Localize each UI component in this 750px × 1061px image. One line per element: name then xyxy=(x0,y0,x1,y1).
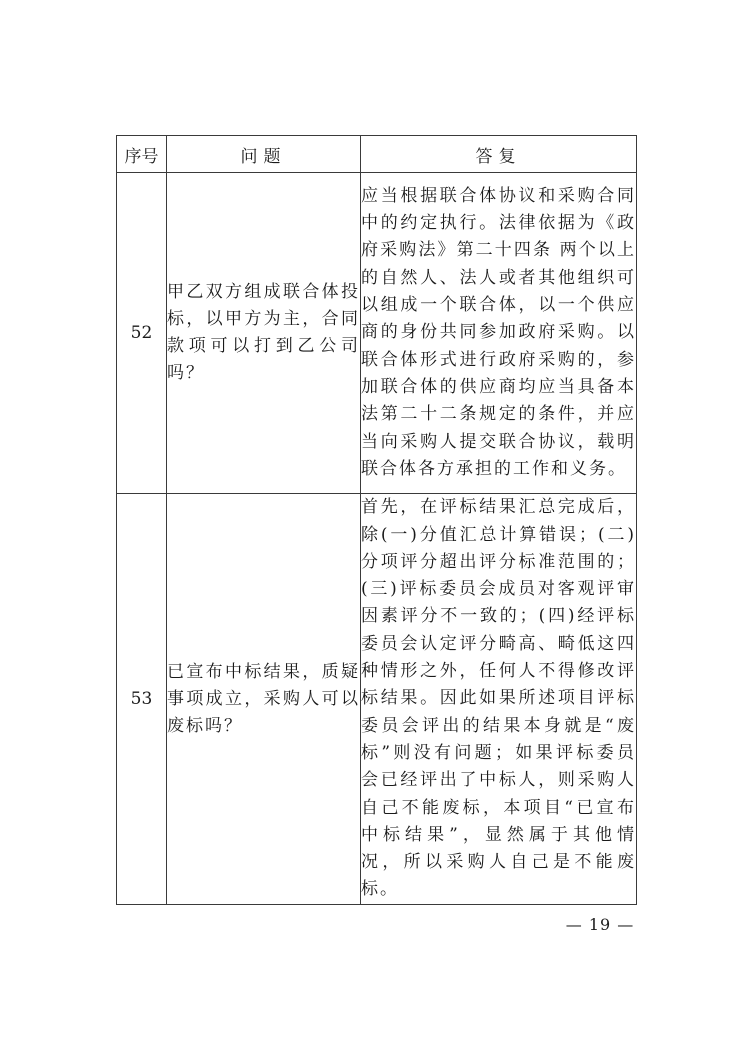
row-question: 已宣布中标结果，质疑事项成立，采购人可以废标吗？ xyxy=(167,494,361,905)
row-serial-number: 52 xyxy=(117,173,167,494)
header-answer: 答复 xyxy=(361,136,637,173)
row-serial-number: 53 xyxy=(117,494,167,905)
table-row xyxy=(117,173,637,494)
header-question: 问题 xyxy=(167,136,361,173)
qa-table xyxy=(116,135,637,905)
row-question: 甲乙双方组成联合体投标，以甲方为主，合同款项可以打到乙公司吗？ xyxy=(167,173,361,494)
header-serial-number: 序号 xyxy=(117,136,167,173)
row-answer: 首先，在评标结果汇总完成后，除(一)分值汇总计算错误；(二)分项评分超出评分标准范围的；(三)评标委员会成员对客观评审因素评分不一致的；(四)经评标委员会认定评分畸高、畸低这四种情形之外，任何人不得修改评标结果。因此如果所述项目评标委员会评出的结果本身就是“废标”则没有问题；如果评标委员会已经评出了中标人，则采购人自己不能废标，本项目“已宣布中标结果”，显然属于其他情况，所以采购人自己是不能废标。 xyxy=(361,494,637,905)
page-number: — 19 — xyxy=(565,915,635,934)
table-row xyxy=(117,494,637,905)
row-answer: 应当根据联合体协议和采购合同中的约定执行。法律依据为《政府采购法》第二十四条 两个以上的自然人、法人或者其他组织可以组成一个联合体，以一个供应商的身份共同参加政府采购。以联合体形式进行政府采购的，参加联合体的供应商均应当具备本法第二十二条规定的条件，并应当向采购人提交联合协议，载明联合体各方承担的工作和义务。 xyxy=(361,173,637,494)
table-header-row xyxy=(117,136,637,173)
